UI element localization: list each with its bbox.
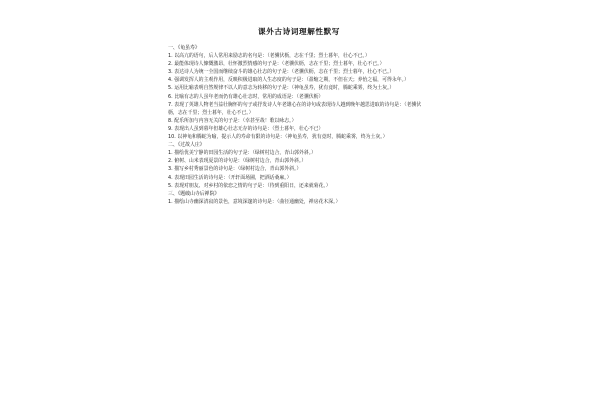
list-item: 4. 表现田园生活的诗句是：（开轩面场圃，把酒话桑麻。） [168, 174, 292, 181]
list-item: 1. 描绘山寺幽深清寂的景色，意境深邃的诗句是：（曲径通幽处，禅房花木深。） [168, 198, 341, 205]
list-item: 7. 表现了英雄人物老当益壮胸怀的句子或抒发诗人年老雄心在的诗句或表现诗人越到晚年越思进取的诗句是：（老骥伏枥，志在千里；烈士暮年，壮心不已。） [168, 101, 422, 116]
document-body [168, 26, 430, 206]
list-item: 3. 表达诗人为统一全国而继续奋斗的雄心壮志的句子是：（老骥伏枥，志在千里；烈士暮年，壮心不已。） [168, 69, 395, 76]
section-heading: 二、《过故人庄》 [168, 142, 205, 149]
list-item: 1. 以高亢的语句，后人常用来励志的名句是：（老骥伏枥，志在千里；烈士暮年，壮心不已。） [168, 53, 370, 60]
list-item: 10. 以神龟和腾蛇为喻，提示人的寿命有限的诗句是：（神龟虽寿，犹有竟时，腾蛇乘雾，终为土灰。） [168, 134, 388, 141]
list-item: 4. 强调发挥人的主观作用，反映积极进取的人生态度的句子是：（盈缩之期，不但在天；养怡之福，可得永年。） [168, 77, 409, 84]
section-2 [168, 141, 430, 190]
section-1 [168, 44, 430, 141]
list-item: 3. 描写乡村秀丽景色的诗句是：（绿树村边合，青山郭外斜。） [168, 166, 302, 173]
list-item: 2. 俯树、山米表现夏景的诗句是：（绿树村边合，青山郭外斜。） [168, 158, 307, 165]
list-item: 1. 描绘优美宁静的田园生活的句子是：（绿树村边合，青山郭外斜。） [168, 150, 317, 157]
list-item: 8. 配乐所加与内容无关的句子是：（幸甚至哉！歌以咏志。） [168, 117, 297, 124]
list-item: 2. 最能体现诗人慷慨激昂，壮怀激烈情感的句子是：（老骥伏枥，志在千里；烈士暮年，壮心不已。） [168, 61, 385, 68]
section-heading: 一、《龟虽寿》 [168, 45, 200, 51]
section-heading: 三、《题破山寺后禅院》 [168, 190, 220, 197]
section-3 [168, 190, 430, 206]
document-title: 课外古诗词理解性默写 [258, 27, 340, 36]
list-item: 5. 表现对朋友、对乡村的依恋之情的句子是：（待到重阳日，还来就菊花。） [168, 182, 331, 189]
list-item: 9. 表现出人虽到暮年但雄心壮志无存的诗句是：（烈士暮年，壮心不已） [168, 125, 324, 132]
list-item: 6. 比喻有志的人虽年老而仍有雄心壮志时，常用的成语是：（老骥伏枥） [168, 93, 324, 100]
list-item: 5. 运用比喻表明自然规律不以人的意志为转移的句子是：（神龟虽寿，犹有竟时，腾蛇乘雾，终为土灰。） [168, 85, 395, 92]
